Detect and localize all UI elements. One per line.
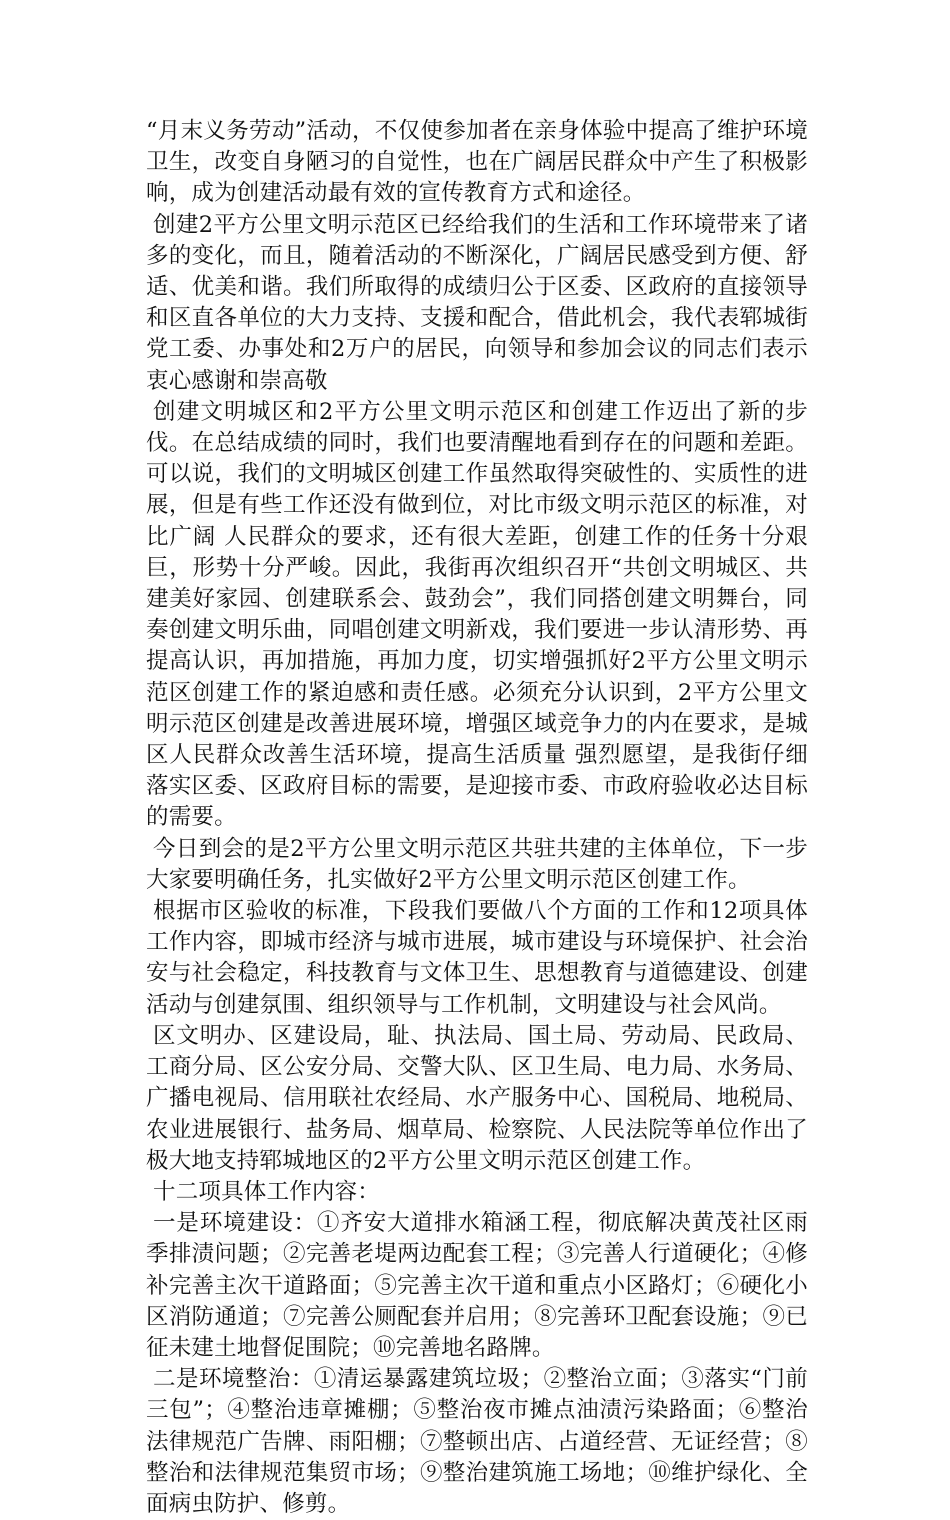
paragraph-6: 区文明办、区建设局，耻、执法局、国土局、劳动局、民政局、工商分局、区公安分局、交警大队、区卫生局、电力局、水务局、广播电视局、信用联社农经局、水产服务中心、国税局、地税局、农业进展银行、盐务局、烟草局、检察院、人民法院等单位作出了极大地支持郓城地区的2平方公里文明示范区创建工作。	[146, 1022, 808, 1174]
document-body	[146, 116, 808, 1520]
paragraph-5: 根据市区验收的标准，下段我们要做八个方面的工作和12项具体工作内容，即城市经济与城市进展，城市建设与环境保护、社会治安与社会稳定，科技教育与文体卫生、思想教育与道德建设、创建活动与创建氛围、组织领导与工作机制，文明建设与社会风尚。	[146, 898, 808, 1018]
paragraph-8: 一是环境建设：①齐安大道排水箱涵工程，彻底解决黄茂社区雨季排渍问题；②完善老堤两边配套工程；③完善人行道硬化；④修补完善主次干道路面；⑤完善主次干道和重点小区路灯；⑥硬化小区消防通道；⑦完善公厕配套并启用；⑧完善环卫配套设施；⑨已征未建土地督促围院；⑩完善地名路牌。	[146, 1210, 808, 1361]
paragraph-1: “月末义务劳动”活动，不仅使参加者在亲身体验中提高了维护环境卫生，改变自身陋习的自觉性，也在广阔居民群众中产生了积极影响，成为创建活动最有效的宣传教育方式和途径。	[146, 118, 808, 207]
paragraph-7: 十二项具体工作内容：	[153, 1178, 381, 1205]
paragraph-2: 创建2平方公里文明示范区已经给我们的生活和工作环境带来了诸多的变化，而且，随着活动的不断深化，广阔居民感受到方便、舒适、优美和谐。我们所取得的成绩归公于区委、区政府的直接领导和区直各单位的大力支持、支援和配合，借此机会，我代表郓城街党工委、办事处和2万户的居民，向领导和参加会议的同志们表示衷心感谢和崇高敬	[146, 211, 808, 394]
paragraph-9: 二是环境整治：①清运暴露建筑垃圾；②整治立面；③落实“门前三包”；④整治违章摊棚；⑤整治夜市摊点油渍污染路面；⑥整治法律规范广告牌、雨阳棚；⑦整顿出店、占道经营、无证经营；⑧整治和法律规范集贸市场；⑨整治建筑施工场地；⑩维护绿化、全面病虫防护、修剪。	[146, 1366, 808, 1517]
paragraph-4: 今日到会的是2平方公里文明示范区共驻共建的主体单位，下一步大家要明确任务，扎实做好2平方公里文明示范区创建工作。	[146, 835, 808, 893]
paragraph-3: 创建文明城区和2平方公里文明示范区和创建工作迈出了新的步伐。在总结成绩的同时，我们也要清醒地看到存在的问题和差距。可以说，我们的文明城区创建工作虽然取得突破性的、实质性的进展，但是有些工作还没有做到位，对比市级文明示范区的标准，对比广阔 人民群众的要求，还有很大差距，创建工作的任务十分艰巨，形势十分严峻。因此，我街再次组织召开“共创文明城区、共建美好家园、创建联系会、鼓劲会”，我们同搭创建文明舞台，同奏创建文明乐曲，同唱创建文明新戏，我们要进一步认清形势、再提高认识，再加措施，再加力度，切实增强抓好2平方公里文明示范区创建工作的紧迫感和责任感。必须充分认识到，2平方公里文明示范区创建是改善进展环境，增强区域竞争力的内在要求，是城区人民群众改善生活环境，提高生活质量 强烈愿望，是我街仔细落实区委、区政府目标的需要，是迎接市委、市政府验收必达目标的需要。	[146, 398, 808, 831]
